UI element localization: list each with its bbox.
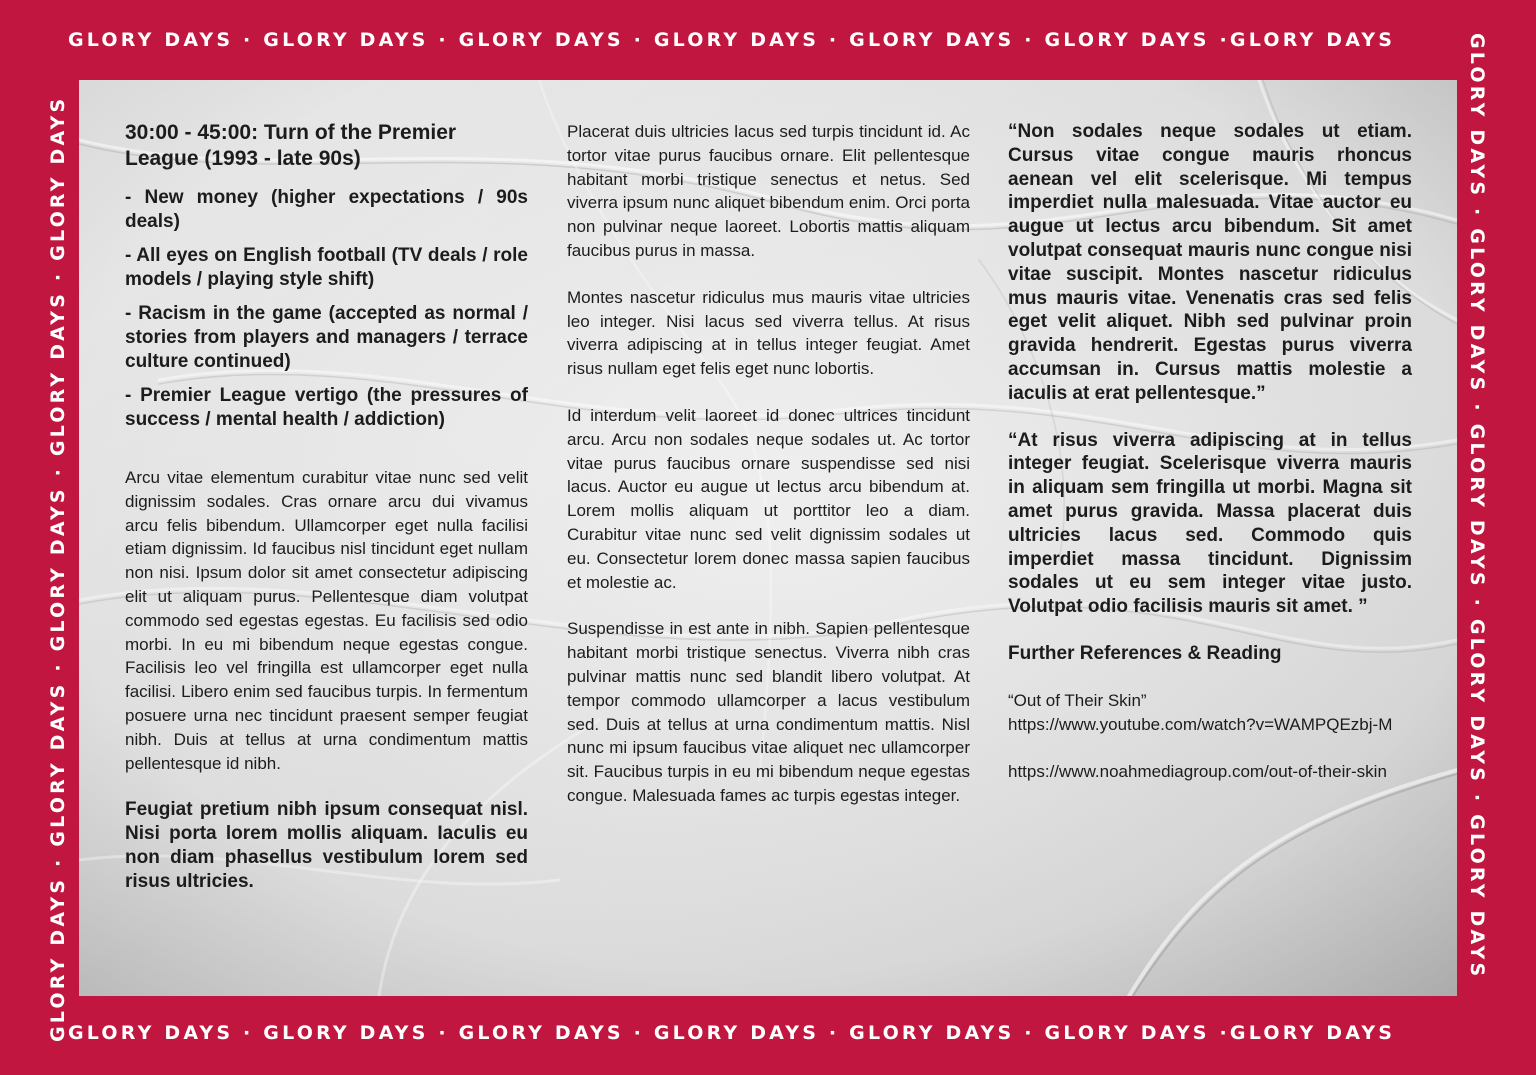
border-text-right: GLORY DAYS · GLORY DAYS · GLORY DAYS · GLORY DAYS · GLORY DAYS bbox=[1466, 33, 1488, 980]
bullet-new-money: - New money (higher expectations / 90s deals) bbox=[125, 187, 528, 232]
column-middle bbox=[567, 120, 970, 808]
column-right bbox=[1008, 120, 1412, 784]
bullet-vertigo: - Premier League vertigo (the pressures of success / mental health / addiction) bbox=[125, 385, 528, 430]
border-text-left: GLORY DAYS · GLORY DAYS · GLORY DAYS · GLORY DAYS · GLORY DAYS bbox=[47, 95, 69, 1042]
bullet-racism: - Racism in the game (accepted as normal / stories from players and managers / terrace culture continued) bbox=[125, 303, 528, 372]
reference-link-youtube[interactable]: https://www.youtube.com/watch?v=WAMPQEzbj-M bbox=[1008, 714, 1393, 734]
reference-title: “Out of Their Skin” bbox=[1008, 690, 1147, 710]
bullet-all-eyes: - All eyes on English football (TV deals / role models / playing style shift) bbox=[125, 245, 528, 290]
reference-link-noahmedia[interactable]: https://www.noahmediagroup.com/out-of-their-skin bbox=[1008, 761, 1387, 781]
body-paragraph: Id interdum velit laoreet id donec ultrices tincidunt arcu. Arcu non sodales neque sodales ut. Ac tortor vitae purus faucibus ornare suspendisse sed nisi lacus. Auctor eu augue ut lectus arcu bibendum at. Lorem mollis aliquam ut porttitor leo a diam. Curabitur vitae nunc sed velit dignissim sodales ut eu. Consectetur lorem donec massa sapien faucibus et molestie ac. bbox=[567, 405, 970, 592]
body-paragraph: Placerat duis ultricies lacus sed turpis tincidunt id. Ac tortor vitae purus faucibus ornare. Elit pellentesque habitant morbi tristique senectus et netus. Sed viverra ipsum nunc aliquet bibendum enim. Orci porta non pulvinar neque laoreet. Lobortis mattis aliquam faucibus purus in massa. bbox=[567, 122, 970, 260]
column-left bbox=[125, 120, 528, 894]
border-text-bottom: GLORY DAYS · GLORY DAYS · GLORY DAYS · GLORY DAYS · GLORY DAYS · GLORY DAYS ·GLORY DAYS bbox=[68, 1022, 1396, 1044]
references-heading: Further References & Reading bbox=[1008, 642, 1282, 664]
paper-panel bbox=[79, 80, 1457, 996]
body-paragraph: Arcu vitae elementum curabitur vitae nunc sed velit dignissim sodales. Cras ornare arcu dui vivamus arcu felis bibendum. Ullamcorper eget nulla facilisi etiam dignissim. Id faucibus nisl tincidunt eget nullam non nisi. Ipsum dolor sit amet consectetur adipiscing elit ut aliquam purus. Pellentesque diam volutpat commodo sed egestas egestas. Eu facilisis sed odio morbi. In eu mi bibendum neque egestas congue. Facilisis leo vel fringilla est ullamcorper eget nulla facilisi. Libero enim sed faucibus turpis. In fermentum posuere urna nec tincidunt praesent semper feugiat nibh. Duis at tellus at urna condimentum mattis pellentesque id nibh. bbox=[125, 468, 528, 773]
bold-paragraph: Feugiat pretium nibh ipsum consequat nisl. Nisi porta lorem mollis aliquam. Iaculis eu non diam phasellus vestibulum lorem sed risus ultricies. bbox=[125, 799, 528, 892]
pull-quote-2: “At risus viverra adipiscing at in tellus integer feugiat. Scelerisque viverra mauris in aliquam sem fringilla ut morbi. Magna sit amet purus gravida. Massa placerat duis ultricies lacus sed. Commodo quis imperdiet massa tincidunt. Dignissim sodales ut eu sem integer vitae justo. Volutpat odio facilisis mauris sit amet. ” bbox=[1008, 429, 1412, 618]
section-heading: 30:00 - 45:00: Turn of the Premier League (1993 - late 90s) bbox=[125, 121, 457, 170]
border-text-top: GLORY DAYS · GLORY DAYS · GLORY DAYS · GLORY DAYS · GLORY DAYS · GLORY DAYS ·GLORY DAYS bbox=[68, 29, 1396, 51]
pull-quote-1: “Non sodales neque sodales ut etiam. Cursus vitae congue mauris rhoncus aenean vel elit scelerisque. Mi tempus imperdiet nulla malesuada. Vitae auctor eu augue ut lectus arcu bibendum. Sit amet volutpat consequat mauris nunc congue nisi vitae suscipit. Montes nascetur ridiculus mus mauris vitae. Venenatis cras sed felis eget velit aliquet. Nibh sed pulvinar proin gravida hendrerit. Egestas purus viverra accumsan in. Cursus mattis molestie a iaculis at erat pellentesque.” bbox=[1008, 121, 1412, 404]
body-paragraph: Suspendisse in est ante in nibh. Sapien pellentesque habitant morbi tristique senectus. Viverra nibh cras pulvinar mattis nunc sed blandit libero volutpat. At tempor commodo ullamcorper a lacus vestibulum sed. Duis at tellus at urna condimentum mattis. Nisl nunc mi ipsum faucibus vitae aliquet nec ullamcorper sit. Faucibus turpis in eu mi bibendum neque egestas congue. Malesuada fames ac turpis egestas integer. bbox=[567, 619, 970, 805]
body-paragraph: Montes nascetur ridiculus mus mauris vitae ultricies leo integer. Nisi lacus sed viverra tellus. At risus viverra adipiscing at in tellus integer feugiat. Amet risus nullam eget felis eget nunc lobortis. bbox=[567, 287, 970, 379]
